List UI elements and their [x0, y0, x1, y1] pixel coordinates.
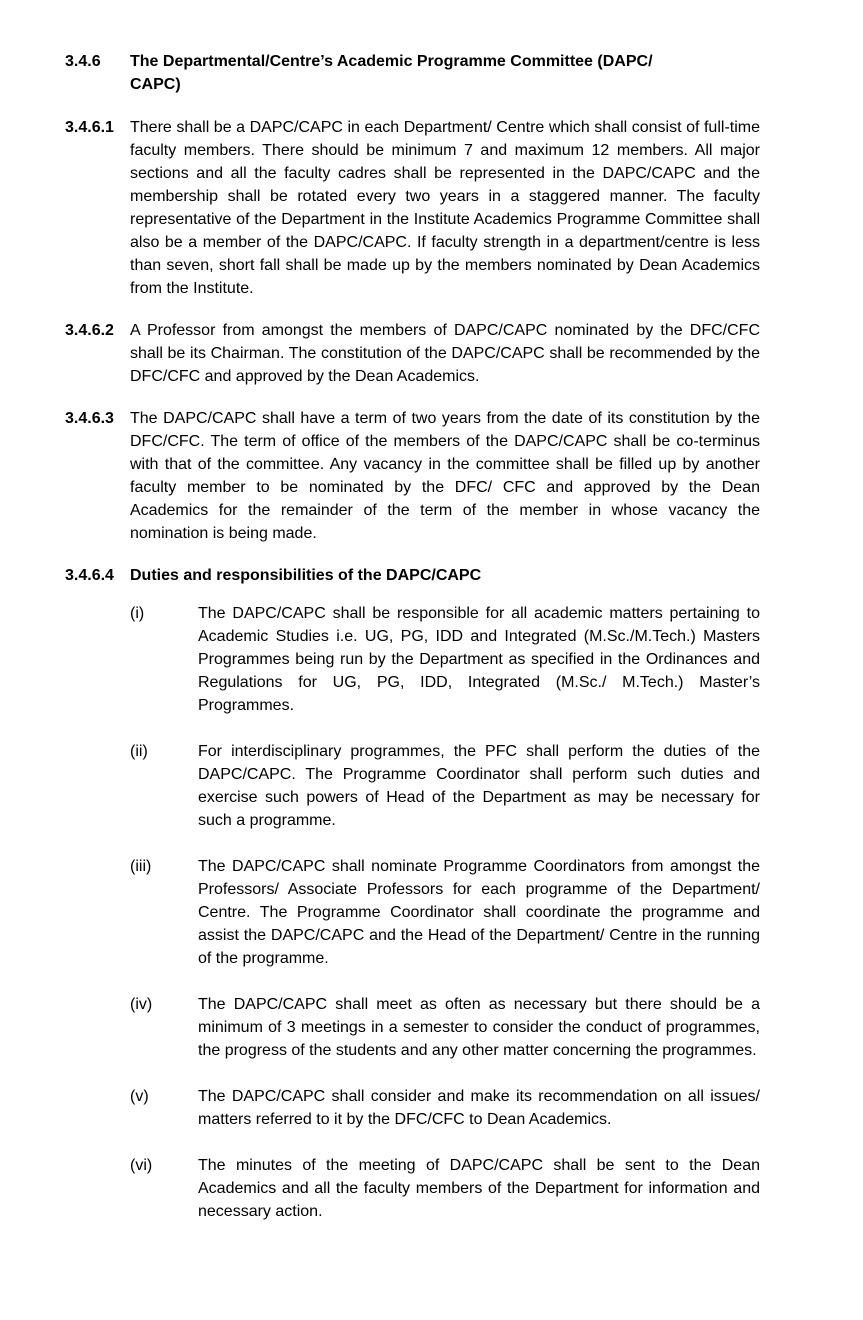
subsection-title: Duties and responsibilities of the DAPC/CAPC: [130, 567, 482, 584]
list-item-v: [130, 1085, 803, 1131]
clause-3-4-6-3: [65, 407, 803, 545]
list-item-iv: [130, 993, 803, 1062]
clause-number: 3.4.6.2: [65, 322, 114, 339]
list-item-marker: (vi): [130, 1157, 153, 1174]
subsection-heading-3-4-6-4: [65, 564, 803, 587]
list-item-ii: [130, 740, 803, 832]
clause-text: The DAPC/CAPC shall have a term of two years from the date of its constitution by the DFC/CFC. The term of office of the members of the DAPC/CAPC shall be co-terminus with that of the committee. Any vacancy in the committee shall be filled up by another faculty member to be nominated by the DFC/ CFC and approved by the Dean Academics for the remainder of the term of the member in whose vacancy the nomination is being made.: [130, 410, 760, 542]
section-number: 3.4.6: [65, 53, 101, 70]
list-item-marker: (iv): [130, 996, 153, 1013]
list-item-text: The DAPC/CAPC shall nominate Programme Coordinators from amongst the Professors/ Associate Professors for each programme of the Department/ Centre. The Programme Coordinator shall coordinate the programme and assist the DAPC/CAPC and the Head of the Department/ Centre in the running of the programme.: [198, 858, 760, 967]
list-item-iii: [130, 855, 803, 970]
list-item-text: The DAPC/CAPC shall consider and make its recommendation on all issues/ matters referred to it by the DFC/CFC to Dean Academics.: [198, 1088, 760, 1128]
list-item-marker: (i): [130, 605, 145, 622]
duties-list: [65, 602, 803, 1223]
clause-number: 3.4.6.1: [65, 119, 114, 136]
clause-text: A Professor from amongst the members of DAPC/CAPC nominated by the DFC/CFC shall be its Chairman. The constitution of the DAPC/CAPC shall be recommended by the DFC/CFC and approved by the Dean Academics.: [130, 322, 760, 385]
list-item-text: The DAPC/CAPC shall be responsible for all academic matters pertaining to Academic Studies i.e. UG, PG, IDD and Integrated (M.Sc./M.Tech.) Masters Programmes being run by the Department as specified in the Ordinances and Regulations for UG, PG, IDD, Integrated (M.Sc./ M.Tech.) Master’s Programmes.: [198, 605, 760, 714]
clause-text: There shall be a DAPC/CAPC in each Department/ Centre which shall consist of full-time faculty members. There should be minimum 7 and maximum 12 members. All major sections and all the faculty cadres shall be represented in the DAPC/CAPC and the membership shall be rotated every two years in a staggered manner. The faculty representative of the Department in the Institute Academics Programme Committee shall also be a member of the DAPC/CAPC. If faculty strength in a department/centre is less than seven, short fall shall be made up by the members nominated by Dean Academics from the Institute.: [130, 119, 760, 297]
list-item-marker: (iii): [130, 858, 152, 875]
list-item-text: The minutes of the meeting of DAPC/CAPC shall be sent to the Dean Academics and all the faculty members of the Department for information and necessary action.: [198, 1157, 760, 1220]
list-item-i: [130, 602, 803, 717]
list-item-marker: (v): [130, 1088, 149, 1105]
clause-3-4-6-2: [65, 319, 803, 388]
list-item-marker: (ii): [130, 743, 148, 760]
clause-3-4-6-1: [65, 116, 803, 300]
section-title: The Departmental/Centre’s Academic Programme Committee (DAPC/ CAPC): [130, 53, 653, 93]
list-item-text: The DAPC/CAPC shall meet as often as necessary but there should be a minimum of 3 meetings in a semester to consider the conduct of programmes, the progress of the students and any other matter concerning the programmes.: [198, 996, 760, 1059]
clause-number: 3.4.6.3: [65, 410, 114, 427]
subsection-number: 3.4.6.4: [65, 567, 114, 584]
section-heading-3-4-6: [65, 50, 803, 96]
list-item-text: For interdisciplinary programmes, the PFC shall perform the duties of the DAPC/CAPC. The Programme Coordinator shall perform such duties and exercise such powers of Head of the Department as may be necessary for such a programme.: [198, 743, 760, 829]
list-item-vi: [130, 1154, 803, 1223]
